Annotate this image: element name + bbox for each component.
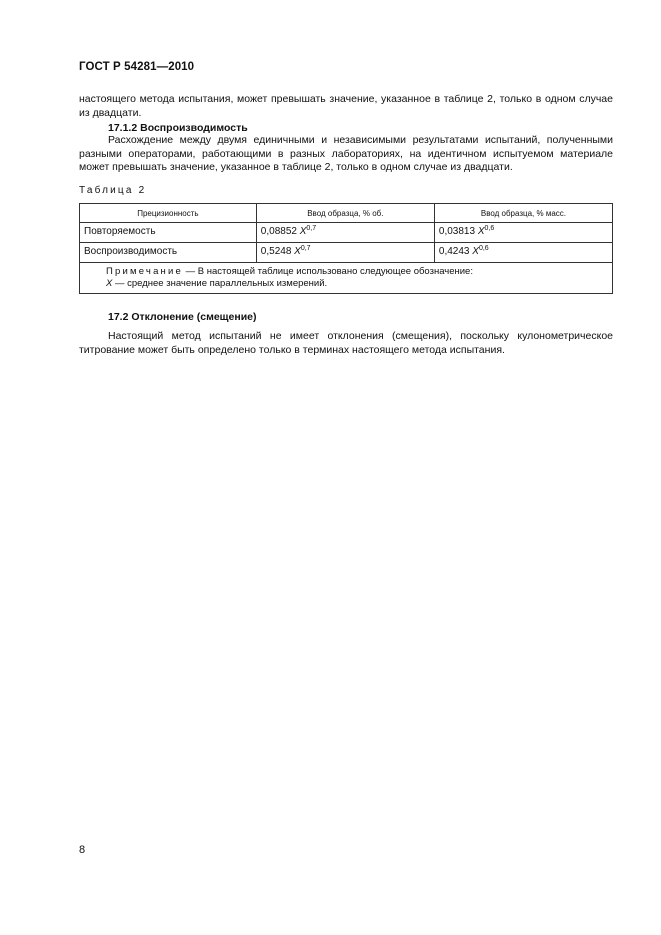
table-row-repeatability — [80, 223, 613, 243]
table-caption: Таблица 2 — [79, 185, 147, 196]
volume-value: 0,08852 X$^{0,7}$ — [256, 223, 434, 243]
table-note-row — [80, 263, 613, 294]
continuation-paragraph: настоящего метода испытания, может превышать значение, указанное в таблице 2, только в одном случае из двадцати. — [79, 93, 613, 119]
header-volume: Ввод образца, % об. — [256, 204, 434, 223]
section-heading-reproducibility: 17.1.2 Воспроизводимость — [108, 122, 248, 134]
mass-value: 0,4243 X$^{0,6}$ — [434, 243, 612, 263]
note-symbol: X — [106, 277, 113, 289]
table-header-row — [80, 204, 613, 223]
row-label: Повторяемость — [80, 223, 257, 243]
header-mass: Ввод образца, % масс. — [434, 204, 612, 223]
note-text: — В настоящей таблице использовано следующее обозначение: — [185, 266, 473, 277]
row-label: Воспроизводимость — [80, 243, 257, 263]
header-precision: Прецизионность — [80, 204, 257, 223]
bias-paragraph: Настоящий метод испытаний не имеет отклонения (смещения), поскольку кулонометрическое титрование может быть определено только в терминах настоящего метода испытания. — [79, 330, 613, 356]
volume-value: 0,5248 X$^{0,7}$ — [256, 243, 434, 263]
note-label: Примечание — [106, 266, 183, 277]
table-row-reproducibility — [80, 243, 613, 263]
page-number: 8 — [79, 844, 86, 856]
mass-value: 0,03813 X$^{0,6}$ — [434, 223, 612, 243]
reproducibility-paragraph: Расхождение между двумя единичными и независимыми результатами испытаний, полученными разными операторами, работающими в разных лабораториях, на идентичном испытуемом материале может превышать значение, указанное в таблице 2, только в одном случае из двадцати. — [79, 134, 613, 173]
precision-table — [79, 203, 613, 294]
note-symbol-text: — среднее значение параллельных измерений. — [114, 277, 328, 289]
table-note — [80, 263, 613, 294]
section-heading-bias: 17.2 Отклонение (смещение) — [108, 311, 257, 323]
document-header: ГОСТ Р 54281—2010 — [79, 61, 195, 73]
